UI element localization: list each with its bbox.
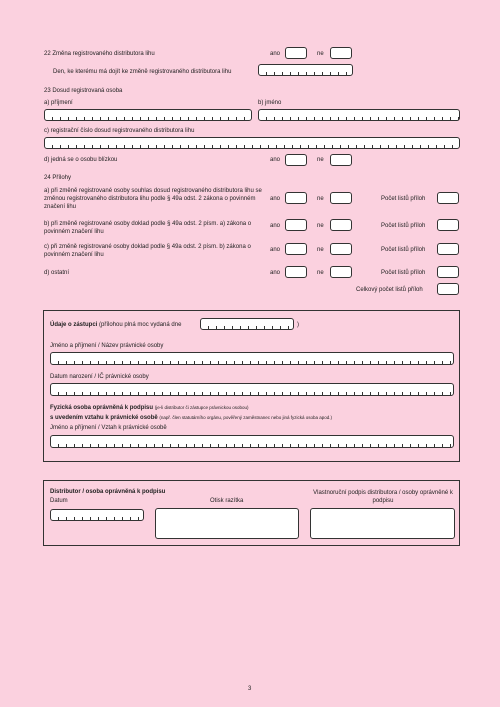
- s24-a-pocet-field[interactable]: [437, 192, 459, 204]
- zastupce-vztah-field[interactable]: [50, 435, 454, 448]
- zastupce-name-field[interactable]: [50, 352, 454, 365]
- zastupce-vztah-rest: (např. člen statutárního orgánu, pověřený zaměstnanec nebo jiná fyzická osoba apod.): [159, 415, 332, 420]
- s24-b-ano-label: ano: [270, 223, 281, 229]
- s24-d-ano-checkbox[interactable]: [285, 266, 307, 278]
- s22-ne-checkbox[interactable]: [330, 47, 352, 59]
- zastupce-heading-bold: Údaje o zástupci: [50, 322, 98, 328]
- s24-item-d: d) ostatní: [44, 270, 70, 276]
- s24-b-ano-checkbox[interactable]: [285, 219, 307, 231]
- s24-a-ne-checkbox[interactable]: [330, 192, 352, 204]
- s23-ne-label: ne: [317, 157, 324, 163]
- s22-ano-label: ano: [270, 51, 281, 57]
- zastupce-name-label: Jméno a příjmení / Název právnické osoby: [50, 343, 164, 349]
- distributor-datum-field[interactable]: [50, 509, 144, 521]
- zastupce-date-field[interactable]: [200, 318, 294, 330]
- s23-surname-label: a) příjmení: [44, 100, 73, 106]
- s23-regnum-label: c) registrační číslo dosud registrovaného distributora lihu: [44, 128, 195, 134]
- zastupce-heading-close: ): [297, 322, 299, 328]
- s24-d-ne-label: ne: [317, 270, 324, 276]
- s24-a-pocet-label: Počet listů příloh: [381, 196, 426, 202]
- distributor-signature-field[interactable]: [310, 508, 455, 539]
- zastupce-dob-field[interactable]: [50, 383, 454, 396]
- s22-date-label: Den, ke kterému má dojít ke změně registrovaného distributora lihu: [53, 69, 232, 75]
- s23-ano-checkbox[interactable]: [285, 154, 307, 166]
- s23-surname-field[interactable]: [44, 109, 252, 121]
- distributor-stamp-field[interactable]: [155, 508, 299, 539]
- section-23-title: 23 Dosud registrovaná osoba: [44, 88, 123, 94]
- distributor-podpis-label: Vlastnoruční podpis distributora / osoby oprávněné k podpisu: [313, 490, 453, 504]
- zastupce-dob-label: Datum narození / IČ právnické osoby: [50, 374, 149, 380]
- distributor-heading: Distributor / osoba oprávněná k podpisu: [50, 489, 166, 495]
- zastupce-vztah-field-label: Jméno a příjmení / Vztah k právnické osobě: [50, 425, 167, 431]
- s24-total-label: Celkový počet listů příloh: [356, 287, 423, 293]
- s23-firstname-field[interactable]: [258, 109, 460, 121]
- s24-a-ano-label: ano: [270, 196, 281, 202]
- s24-c-pocet-label: Počet listů příloh: [381, 247, 426, 253]
- s24-item-a: a) při změně registrované osoby souhlas dosud registrovaného distributora lihu se změnou registrovaného distributora lihu podle § 49a odst. 2 zákona o povinném značení lihu: [44, 188, 262, 210]
- section-24-title: 24 Přílohy: [44, 175, 72, 181]
- s23-close-person-label: d) jedná se o osobu blízkou: [44, 157, 118, 163]
- s24-a-ano-checkbox[interactable]: [285, 192, 307, 204]
- s24-c-ano-checkbox[interactable]: [285, 243, 307, 255]
- zastupce-fyz-bold: Fyzická osoba oprávněná k podpisu: [50, 405, 154, 411]
- s24-c-pocet-field[interactable]: [437, 243, 459, 255]
- zastupce-fyz-text: [50, 405, 249, 411]
- s23-regnum-field[interactable]: [44, 137, 460, 149]
- distributor-otisk-label: Otisk razítka: [210, 498, 244, 504]
- section-22-title: 22 Změna registrovaného distributora lihu: [44, 51, 155, 57]
- s24-d-pocet-label: Počet listů příloh: [381, 270, 426, 276]
- s24-d-ne-checkbox[interactable]: [330, 266, 352, 278]
- s22-ano-checkbox[interactable]: [285, 47, 307, 59]
- s23-firstname-label: b) jméno: [258, 100, 282, 106]
- zastupce-heading: [50, 322, 181, 328]
- s24-total-field[interactable]: [437, 283, 459, 295]
- zastupce-heading-rest: (přílohou plná moc vydaná dne: [99, 322, 182, 328]
- s24-a-ne-label: ne: [317, 196, 324, 202]
- s23-ano-label: ano: [270, 157, 281, 163]
- s24-b-pocet-label: Počet listů příloh: [381, 223, 426, 229]
- s24-b-pocet-field[interactable]: [437, 219, 459, 231]
- zastupce-fyz-rest: (je-li distributor či zástupce právnickou osobou): [154, 405, 249, 410]
- s24-item-b: b) při změně registrované osoby doklad podle § 49a odst. 2 písm. a) zákona o povinném značení lihu: [44, 221, 252, 235]
- s22-date-field[interactable]: [258, 64, 353, 76]
- s24-b-ne-label: ne: [317, 223, 324, 229]
- s22-ne-label: ne: [317, 51, 324, 57]
- s23-ne-checkbox[interactable]: [330, 154, 352, 166]
- s24-c-ne-checkbox[interactable]: [330, 243, 352, 255]
- s24-c-ne-label: ne: [317, 247, 324, 253]
- s24-b-ne-checkbox[interactable]: [330, 219, 352, 231]
- page-number: 3: [248, 686, 252, 692]
- s24-c-ano-label: ano: [270, 247, 281, 253]
- zastupce-vztah-bold: s uvedením vztahu k právnické osobě: [50, 415, 158, 421]
- s24-item-c: c) při změně registrované osoby doklad podle § 49a odst. 2 písm. b) zákona o povinném značení lihu: [44, 244, 251, 258]
- zastupce-vztah-text: [50, 415, 332, 421]
- s24-d-ano-label: ano: [270, 270, 281, 276]
- s24-d-pocet-field[interactable]: [437, 266, 459, 278]
- distributor-datum-label: Datum: [50, 498, 68, 504]
